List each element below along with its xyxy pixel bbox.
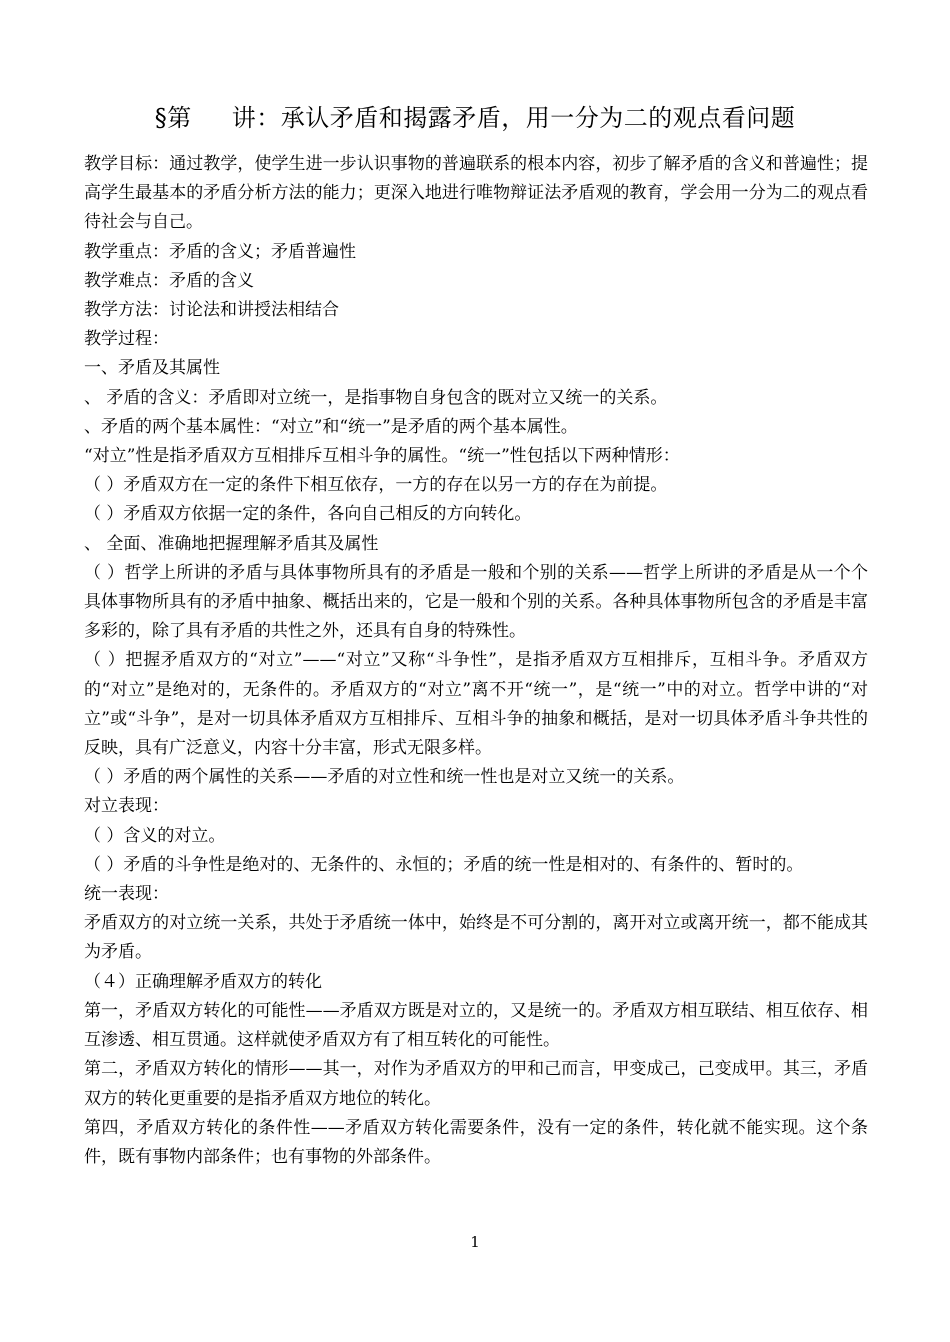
paragraph: 矛盾双方的对立统一关系，共处于矛盾统一体中，始终是不可分割的，离开对立或离开统一，都不能成其为矛盾。 xyxy=(84,913,868,963)
page-number: 1 xyxy=(470,1233,480,1251)
section-heading: 一、矛盾及其属性 xyxy=(84,358,220,379)
paragraph: （ ）哲学上所讲的矛盾与具体事物所具有的矛盾是一般和个别的关系——哲学上所讲的矛盾是从一个个具体事物所具有的矛盾中抽象、概括出来的，它是一般和个别的关系。各种具体事物所包含的矛盾是丰富多彩的，除了具有矛盾的共性之外，还具有自身的特殊性。 xyxy=(84,562,868,642)
paragraph: （ ）把握矛盾双方的“对立”——“对立”又称“斗争性”，是指矛盾双方互相排斥，互相斗争。矛盾双方的“对立”是绝对的，无条件的。矛盾双方的“对立”离不开“统一”，是“统一”中的对立。哲学中讲的“对立”或“斗争”，是对一切具体矛盾双方互相排斥、互相斗争的抽象和概括，是对一切具体矛盾斗争共性的反映，具有广泛意义，内容十分丰富，形式无限多样。 xyxy=(84,650,868,759)
paragraph: （ ）含义的对立。 xyxy=(84,825,226,846)
paragraph: 、 全面、准确地把握理解矛盾其及属性 xyxy=(84,533,379,554)
paragraph: 第四，矛盾双方转化的条件性——矛盾双方转化需要条件，没有一定的条件，转化就不能实现。这个条件，既有事物内部条件；也有事物的外部条件。 xyxy=(84,1117,868,1167)
teaching-process: 教学过程： xyxy=(84,329,169,350)
teaching-key-points: 教学重点：矛盾的含义；矛盾普遍性 xyxy=(84,241,356,262)
paragraph: （４）正确理解矛盾双方的转化 xyxy=(84,971,322,992)
paragraph: “对立”性是指矛盾双方互相排斥互相斗争的属性。“统一”性包括以下两种情形： xyxy=(84,446,680,467)
paragraph: 、 矛盾的含义：矛盾即对立统一，是指事物自身包含的既对立又统一的关系。 xyxy=(84,387,668,408)
teaching-method: 教学方法：讨论法和讲授法相结合 xyxy=(84,300,339,321)
paragraph: （ ）矛盾的斗争性是绝对的、无条件的、永恒的；矛盾的统一性是相对的、有条件的、暂时的。 xyxy=(84,854,804,875)
document-body xyxy=(84,150,868,1172)
teaching-objective: 教学目标：通过教学，使学生进一步认识事物的普遍联系的根本内容，初步了解矛盾的含义和普遍性；提高学生最基本的矛盾分析方法的能力；更深入地进行唯物辩证法矛盾观的教育，学会用一分为二的观点看待社会与自己。 xyxy=(84,154,868,233)
paragraph: 对立表现： xyxy=(84,796,169,817)
paragraph: 第二，矛盾双方转化的情形——其一，对作为矛盾双方的甲和己而言，甲变成己，己变成甲。其三，矛盾双方的转化更重要的是指矛盾双方地位的转化。 xyxy=(84,1059,868,1109)
paragraph: 、矛盾的两个基本属性：“对立”和“统一”是矛盾的两个基本属性。 xyxy=(84,416,578,437)
title-section-prefix: §第 xyxy=(154,104,192,132)
paragraph: （ ）矛盾的两个属性的关系——矛盾的对立性和统一性也是对立又统一的关系。 xyxy=(84,767,685,788)
page-title xyxy=(0,98,950,138)
paragraph: 第一，矛盾双方转化的可能性——矛盾双方既是对立的，又是统一的。矛盾双方相互联结、相互依存、相互渗透、相互贯通。这样就使矛盾双方有了相互转化的可能性。 xyxy=(84,1000,868,1051)
paragraph: （ ）矛盾双方在一定的条件下相互依存，一方的存在以另一方的存在为前提。 xyxy=(84,475,668,496)
title-main: 讲：承认矛盾和揭露矛盾，用一分为二的观点看问题 xyxy=(231,104,796,132)
paragraph: 统一表现： xyxy=(84,884,169,905)
paragraph: （ ）矛盾双方依据一定的条件，各向自己相反的方向转化。 xyxy=(84,504,532,525)
teaching-difficulties: 教学难点：矛盾的含义 xyxy=(84,270,254,291)
